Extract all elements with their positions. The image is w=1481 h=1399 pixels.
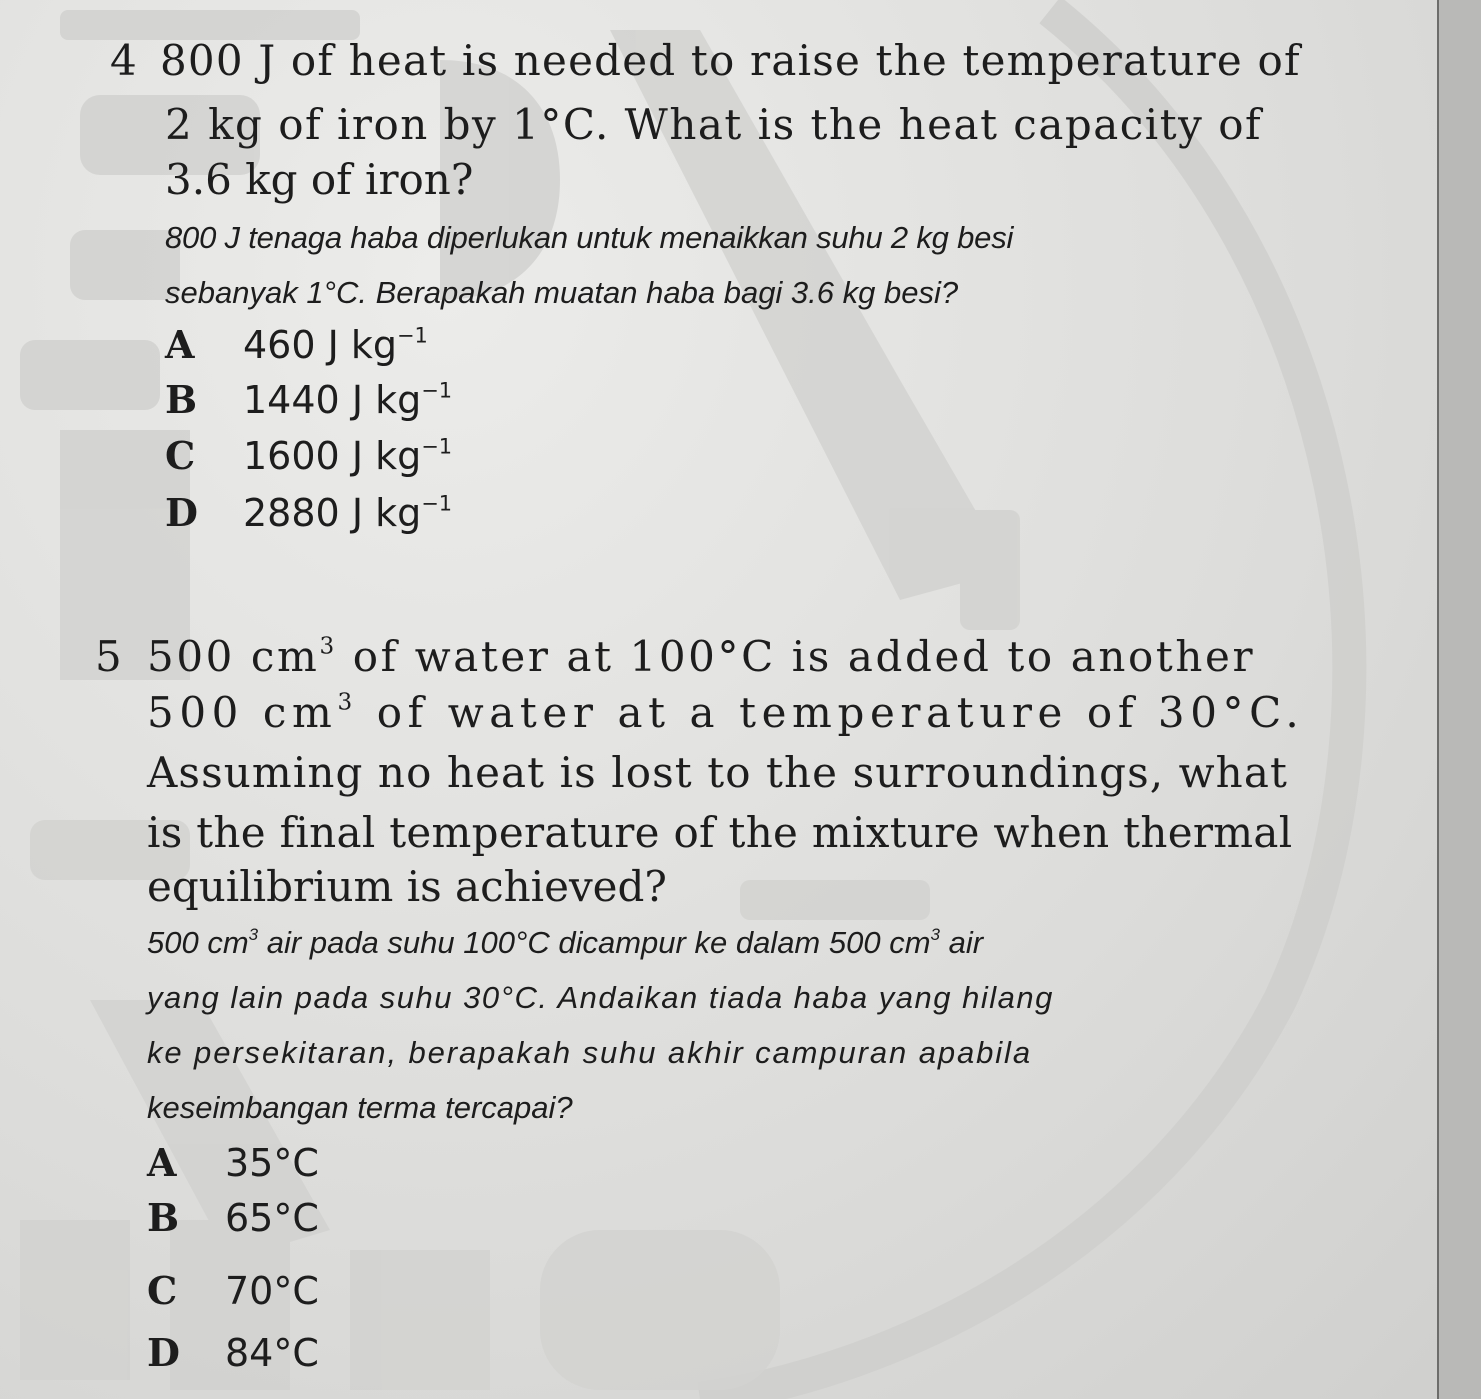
question-5-text-ms-3: ke persekitaran, berapakah suhu akhir campuran apabila [147,1035,1032,1070]
page-edge [1437,0,1481,1399]
question-4-line-1 [110,36,1301,85]
question-5-number: 5 [95,632,125,681]
question-5-text-en-5: equilibrium is achieved? [147,862,667,911]
question-4-text-ms-2: sebanyak 1°C. Berapakah muatan haba bagi 3.6 kg besi? [165,275,959,310]
question-5-text-ms-1: 500 $cm^3$ air pada suhu 100°C dicampur ke dalam 500 $cm^3$ air [147,925,984,960]
question-5-option-a[interactable]: A 35°C [147,1140,319,1185]
question-4-text-en-3: 3.6 kg of iron? [165,155,474,204]
question-4-text-ms-1: 800 J tenaga haba diperlukan untuk menaikkan suhu 2 kg besi [165,220,1014,255]
question-5-text-en-3: Assuming no heat is lost to the surroundings, what [147,748,1288,797]
question-4-option-d[interactable]: D 2880 J $kg^{-1}$ [165,490,453,535]
question-5-option-d[interactable]: D 84°C [147,1330,319,1375]
question-4-option-b[interactable]: B 1440 J $kg^{-1}$ [165,377,453,422]
question-5-line-1: 5 500 $cm^3$ of water at 100°C is added to another [95,632,1256,681]
question-5-text-ms-2: yang lain pada suhu 30°C. Andaikan tiada haba yang hilang [147,980,1054,1015]
question-4-option-c[interactable]: C 1600 J $kg^{-1}$ [165,433,453,478]
question-4-text-en-2: 2 kg of iron by 1°C. What is the heat capacity of [165,100,1263,149]
question-5-text-en-4: is the final temperature of the mixture when thermal [147,808,1293,857]
question-4-number: 4 [110,36,137,85]
question-5-text-ms-4: keseimbangan terma tercapai? [147,1090,573,1125]
question-4-text-en-1: 800 J of heat is needed to raise the temperature of [160,36,1301,85]
question-5-option-c[interactable]: C 70°C [147,1268,319,1313]
question-5-option-b[interactable]: B 65°C [147,1195,319,1240]
question-4-option-a[interactable]: A 460 J $kg^{-1}$ [165,322,428,367]
question-5-text-en-2: 500 $cm^3$ of water at a temperature of 30°C. [147,688,1305,737]
